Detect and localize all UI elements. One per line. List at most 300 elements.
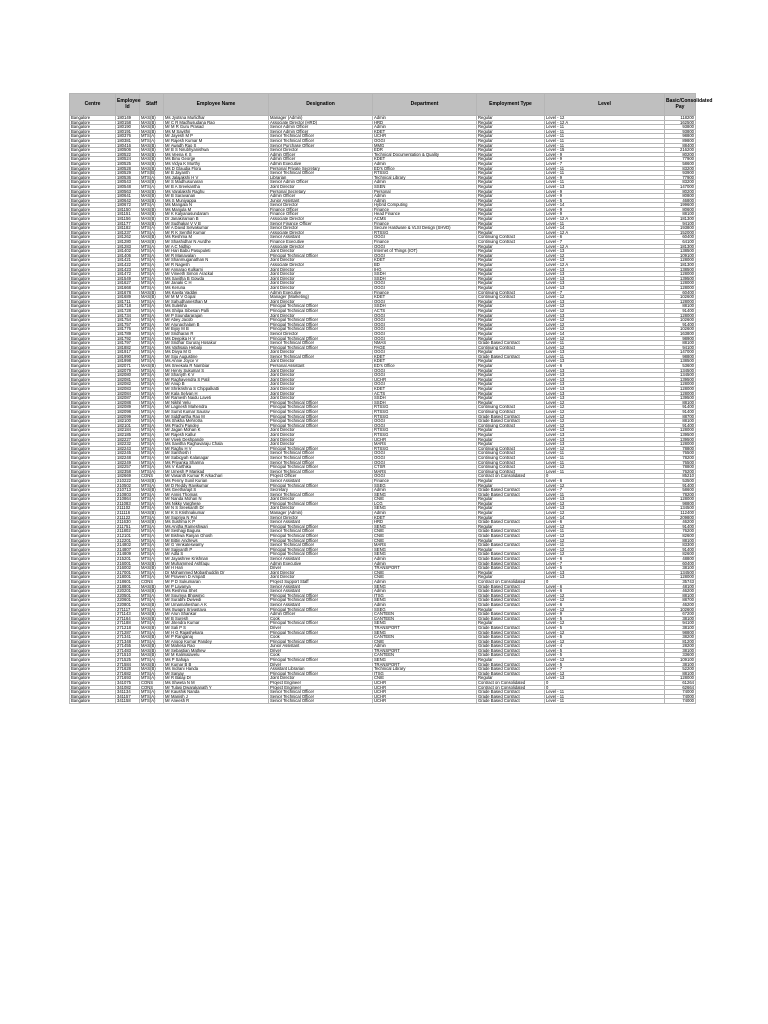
table-cell: Manager (Admin) xyxy=(269,511,373,516)
table-cell: Level - 5 xyxy=(545,616,665,621)
table-cell: Senior Director xyxy=(269,331,373,336)
table-cell: Principal Technical Officer xyxy=(269,607,373,612)
table-cell: 46200 xyxy=(665,602,696,607)
table-cell: Bangalore xyxy=(70,313,116,318)
table-cell: MTS(A) xyxy=(140,387,164,392)
table-cell: Regular xyxy=(477,203,545,208)
table-cell: OGGI xyxy=(373,419,477,424)
table-cell: UCHR xyxy=(373,437,477,442)
table-cell: MTS(A) xyxy=(140,515,164,520)
table-cell: 98800 xyxy=(665,354,696,359)
table-cell: Regular xyxy=(477,148,545,153)
table-cell: Project Engineer xyxy=(269,685,373,690)
table-cell: MAS(B) xyxy=(140,125,164,130)
table-cell: Bangalore xyxy=(70,295,116,300)
table-cell: MTS(A) xyxy=(140,465,164,470)
table-cell: Librarian xyxy=(269,175,373,180)
table-cell: Level - 12 xyxy=(545,423,665,428)
table-cell: Admin xyxy=(373,125,477,130)
table-cell: MTS(A) xyxy=(140,322,164,327)
table-cell: 78200 xyxy=(665,492,696,497)
table-cell: 181237 xyxy=(116,230,140,235)
table-cell: 220801 xyxy=(116,602,140,607)
table-cell: Regular xyxy=(477,272,545,277)
table-cell: 210222 xyxy=(116,478,140,483)
table-cell: Bangalore xyxy=(70,410,116,415)
table-cell: 128000 xyxy=(665,299,696,304)
table-cell: Finance Officer xyxy=(269,207,373,212)
table-cell: Grade Based Contract xyxy=(477,616,545,621)
table-cell: 181718 xyxy=(116,304,140,309)
table-cell: Level - 13 xyxy=(545,377,665,382)
table-cell: Joint Director xyxy=(269,350,373,355)
table-cell: Regular xyxy=(477,143,545,148)
table-cell: Regular xyxy=(477,304,545,309)
table-cell: 181627 xyxy=(116,281,140,286)
table-cell: 0 xyxy=(545,681,665,686)
table-cell: Level - 11 xyxy=(545,134,665,139)
table-cell: Continuing Contract xyxy=(477,451,545,456)
table-cell: Admin xyxy=(373,589,477,594)
table-cell: Personal Private Secretary xyxy=(269,166,373,171)
table-cell: 46200 xyxy=(665,589,696,594)
table-cell: Finance xyxy=(373,290,477,295)
table-cell: Mr P Soundararajan xyxy=(164,313,269,318)
table-cell: 83200 xyxy=(665,180,696,185)
table-cell: Level - 14 xyxy=(545,331,665,336)
table-cell: 77900 xyxy=(665,157,696,162)
table-cell: MTS(A) xyxy=(140,304,164,309)
table-cell: Mr Seshajji Bagura xyxy=(164,529,269,534)
table-cell: MTS(A) xyxy=(140,134,164,139)
table-cell: ED's Office xyxy=(373,364,477,369)
table-cell: MAS(B) xyxy=(140,667,164,672)
table-cell: Regular xyxy=(477,547,545,552)
table-cell: Grade Based Contract xyxy=(477,341,545,346)
table-cell: Level - 12 A xyxy=(545,230,665,235)
table-cell: 134500 xyxy=(665,570,696,575)
table-cell: ED's Office xyxy=(373,166,477,171)
table-cell: Regular xyxy=(477,364,545,369)
table-cell: MTS(A) xyxy=(140,396,164,401)
table-cell: 139500 xyxy=(665,276,696,281)
table-cell: UCHR xyxy=(373,694,477,699)
table-cell: CANTEEN xyxy=(373,653,477,658)
table-cell: 211751 xyxy=(116,524,140,529)
column-header: Level xyxy=(545,94,665,116)
table-cell: 128000 xyxy=(665,285,696,290)
table-cell: Level - 13 xyxy=(545,391,665,396)
table-cell: Regular xyxy=(477,478,545,483)
table-cell: 88100 xyxy=(665,538,696,543)
table-cell: Principal Technical Officer xyxy=(269,400,373,405)
table-cell: Regular xyxy=(477,212,545,217)
table-cell: 181177 xyxy=(116,221,140,226)
table-cell: Bangalore xyxy=(70,161,116,166)
table-cell: 78800 xyxy=(665,465,696,470)
table-cell: 46800 xyxy=(665,198,696,203)
table-cell: 38100 xyxy=(665,662,696,667)
table-cell: Mr Bittin Andrews xyxy=(164,538,269,543)
column-header: Employee Id xyxy=(116,94,140,116)
table-cell: Finance xyxy=(373,207,477,212)
table-cell: Cook xyxy=(269,653,373,658)
table-cell: 74000 xyxy=(665,699,696,704)
table-cell: 139500 xyxy=(665,396,696,401)
table-cell: Admin Officer xyxy=(269,612,373,617)
table-cell: Bangalore xyxy=(70,671,116,676)
table-cell: Regular xyxy=(477,263,545,268)
table-cell: Regular xyxy=(477,621,545,626)
table-cell: Level - 12 xyxy=(545,414,665,419)
table-cell: Principal Technical Officer xyxy=(269,423,373,428)
table-cell: Bangalore xyxy=(70,694,116,699)
table-cell: Joint Director xyxy=(269,437,373,442)
table-cell: 128000 xyxy=(665,387,696,392)
table-cell: 128000 xyxy=(665,428,696,433)
table-cell: Bangalore xyxy=(70,143,116,148)
table-cell: Joint Director xyxy=(269,432,373,437)
table-cell: Level - 11 xyxy=(545,699,665,704)
table-cell: Bangalore xyxy=(70,478,116,483)
table-cell: Senior Technical Officer xyxy=(269,354,373,359)
table-cell: 138500 xyxy=(665,249,696,254)
table-cell: 88100 xyxy=(665,304,696,309)
table-cell: 180376 xyxy=(116,134,140,139)
table-cell: OGGI xyxy=(373,235,477,240)
table-cell: Principal Technical Officer xyxy=(269,410,373,415)
table-cell: Level - 12 xyxy=(545,621,665,626)
table-cell: 76500 xyxy=(665,451,696,456)
table-cell: 182082 xyxy=(116,382,140,387)
table-cell: Mr Henry Sukumar S xyxy=(164,368,269,373)
table-cell: 211102 xyxy=(116,506,140,511)
table-cell: Level - 13 xyxy=(545,575,665,580)
table-cell: Level - 12 xyxy=(545,593,665,598)
table-cell: Regular xyxy=(477,184,545,189)
table-cell: 181668 xyxy=(116,285,140,290)
table-cell: Bangalore xyxy=(70,405,116,410)
table-cell: Grade Based Contract xyxy=(477,566,545,571)
table-cell: 181789 xyxy=(116,331,140,336)
table-cell: Principal Technical Officer xyxy=(269,671,373,676)
table-cell: Level - 12 xyxy=(545,552,665,557)
table-cell: Joint Director xyxy=(269,368,373,373)
table-cell: UCHR xyxy=(373,690,477,695)
table-cell: Bangalore xyxy=(70,373,116,378)
table-cell: Bangalore xyxy=(70,589,116,594)
table-cell: Grade Based Contract xyxy=(477,630,545,635)
table-cell: 182227 xyxy=(116,437,140,442)
table-cell: Bangalore xyxy=(70,488,116,493)
table-cell: Mr Shanmuganathan N xyxy=(164,258,269,263)
table-cell: Ms Jyotsna Murlidhar xyxy=(164,116,269,121)
table-cell: 182184 xyxy=(116,428,140,433)
table-cell: SSDH xyxy=(373,304,477,309)
table-cell: Bangalore xyxy=(70,290,116,295)
table-cell: Bangalore xyxy=(70,184,116,189)
table-cell: 181423 xyxy=(116,267,140,272)
table-cell: Bangalore xyxy=(70,552,116,557)
table-cell: 210713 xyxy=(116,488,140,493)
table-cell: MTS(A) xyxy=(140,621,164,626)
table-cell: Associate Director xyxy=(269,230,373,235)
table-cell: Ms Shikha Mehrotra xyxy=(164,419,269,424)
table-cell: Level - 13 xyxy=(545,497,665,502)
table-cell: Level - 11 xyxy=(545,129,665,134)
table-cell: Regular xyxy=(477,161,545,166)
table-cell: 139500 xyxy=(665,437,696,442)
table-cell: Grade Based Contract xyxy=(477,520,545,525)
table-cell: 38100 xyxy=(665,648,696,653)
table-cell: 82600 xyxy=(665,552,696,557)
table-cell: Mr Lagnesh Mahendra xyxy=(164,405,269,410)
sheet xyxy=(69,93,713,704)
table-cell: 64100 xyxy=(665,240,696,245)
table-cell: 180525 xyxy=(116,161,140,166)
table-cell: 182088 xyxy=(116,400,140,405)
column-header: Basic/Consolidated Pay xyxy=(665,94,696,116)
table-cell: Bangalore xyxy=(70,437,116,442)
table-cell: Level - 6 xyxy=(545,557,665,562)
table-cell: Joint Director xyxy=(269,506,373,511)
table-cell: Grade Based Contract xyxy=(477,534,545,539)
table-cell: Level - 12 A xyxy=(545,217,665,222)
table-cell: Regular xyxy=(477,258,545,263)
table-cell: Admin xyxy=(373,511,477,516)
table-cell: Senior Admin Officer xyxy=(269,125,373,130)
table-cell: Level - 11 xyxy=(545,171,665,176)
table-cell: CNIE xyxy=(373,570,477,575)
table-cell: 181754 xyxy=(116,318,140,323)
table-cell: OGGI xyxy=(373,285,477,290)
table-cell: KDET xyxy=(373,295,477,300)
table-cell: 182080 xyxy=(116,373,140,378)
table-cell: Level - 12 xyxy=(545,639,665,644)
table-cell: Mr Siju Augustine xyxy=(164,354,269,359)
table-cell: Principal Technical Officer xyxy=(269,336,373,341)
table-cell: 53600 xyxy=(665,364,696,369)
table-cell: Regular xyxy=(477,267,545,272)
table-cell: MTS(A) xyxy=(140,267,164,272)
table-cell: CONS xyxy=(140,685,164,690)
table-cell: Ms Annie Joyce V xyxy=(164,359,269,364)
table-cell: 102600 xyxy=(665,295,696,300)
table-cell: HRD xyxy=(373,520,477,525)
table-cell: Finance xyxy=(373,478,477,483)
table-cell: Bangalore xyxy=(70,244,116,249)
table-cell: Level - 12 xyxy=(545,534,665,539)
table-cell: Admin xyxy=(373,198,477,203)
table-cell: Bangalore xyxy=(70,607,116,612)
table-cell: Level - 11 xyxy=(545,543,665,548)
table-cell: OGGI xyxy=(373,382,477,387)
table-cell: Level - 12 xyxy=(545,501,665,506)
table-cell: Ms P Sahaja xyxy=(164,658,269,663)
table-cell: MTS(A) xyxy=(140,138,164,143)
table-cell: Mr Supriya N Pal xyxy=(164,515,269,520)
table-cell: Regular xyxy=(477,538,545,543)
table-cell: Assistant Librarian xyxy=(269,667,373,672)
table-cell: MAS(B) xyxy=(140,662,164,667)
table-cell: 98800 xyxy=(665,501,696,506)
table-cell: 180642 xyxy=(116,198,140,203)
table-cell: Principal Technical Officer xyxy=(269,621,373,626)
table-cell: LCG xyxy=(373,501,477,506)
table-cell: 181917 xyxy=(116,350,140,355)
table-cell: 180543 xyxy=(116,180,140,185)
table-cell: Regular xyxy=(477,152,545,157)
table-cell: Senior Technical Officer xyxy=(269,699,373,704)
table-cell: Mr C R Madhusudana Rao xyxy=(164,120,269,125)
table-cell: 181156 xyxy=(116,217,140,222)
table-cell: MTS(A) xyxy=(140,341,164,346)
table-cell: Contract on Consolidated xyxy=(477,474,545,479)
table-cell: Grade Based Contract xyxy=(477,612,545,617)
table-cell: Grade Based Contract xyxy=(477,639,545,644)
table-cell: Level - 13 xyxy=(545,272,665,277)
table-cell: MAS(B) xyxy=(140,653,164,658)
table-cell: Bangalore xyxy=(70,318,116,323)
table-cell: MTS(A) xyxy=(140,492,164,497)
table-cell: Regular xyxy=(477,281,545,286)
table-cell: Mr Abey Jacob xyxy=(164,318,269,323)
table-cell: Mr Shanyth K V xyxy=(164,373,269,378)
table-cell: 52200 xyxy=(665,667,696,672)
table-cell: KDET xyxy=(373,359,477,364)
table-cell: Bangalore xyxy=(70,690,116,695)
table-cell: 193800 xyxy=(665,226,696,231)
table-cell: 91400 xyxy=(665,410,696,415)
table-cell: OGGI xyxy=(373,253,477,258)
table-cell: MTS(A) xyxy=(140,405,164,410)
table-cell: Ms Kavita Vaddei xyxy=(164,290,269,295)
table-cell: Bangalore xyxy=(70,203,116,208)
table-cell: 62664 xyxy=(665,685,696,690)
table-cell: Mr N S Sreekanth Dr xyxy=(164,506,269,511)
table-cell: Bangalore xyxy=(70,322,116,327)
table-cell: Grade Based Contract xyxy=(477,667,545,672)
table-cell: Internet of Things (IOT) xyxy=(373,249,477,254)
table-cell: Bangalore xyxy=(70,474,116,479)
table-cell: KDET xyxy=(373,354,477,359)
table-cell: Regular xyxy=(477,428,545,433)
table-cell: Level - 13 xyxy=(545,432,665,437)
table-cell: MTS(A) xyxy=(140,313,164,318)
table-cell: Bangalore xyxy=(70,639,116,644)
table-cell: Senior Technical Officer xyxy=(269,469,373,474)
table-cell: 76200 xyxy=(665,469,696,474)
table-cell: Mr Anoop Kumar Pandey xyxy=(164,639,269,644)
table-cell: Regular xyxy=(477,676,545,681)
table-cell: Mr P Lavanya xyxy=(164,584,269,589)
table-cell: 94100 xyxy=(665,221,696,226)
table-cell: Bangalore xyxy=(70,460,116,465)
table-cell: Admin xyxy=(373,488,477,493)
table-cell: Level - 11 xyxy=(545,460,665,465)
table-cell: 0 xyxy=(545,474,665,479)
table-cell: Grade Based Contract xyxy=(477,653,545,658)
table-cell: Senior Purchase Officer xyxy=(269,143,373,148)
table-cell: Ms Sushma K P xyxy=(164,520,269,525)
table-cell: 271628 xyxy=(116,667,140,672)
table-cell: 181678 xyxy=(116,290,140,295)
table-cell: CNIE xyxy=(373,639,477,644)
table-cell: SENG xyxy=(373,658,477,663)
table-cell: Level - 6 xyxy=(545,584,665,589)
table-cell: Bangalore xyxy=(70,258,116,263)
table-cell: 181422 xyxy=(116,263,140,268)
table-cell: MTS(A) xyxy=(140,258,164,263)
column-header: Staff xyxy=(140,94,164,116)
table-cell: Grade Based Contract xyxy=(477,635,545,640)
table-cell: Regular xyxy=(477,134,545,139)
table-cell: Admin Officer xyxy=(269,157,373,162)
table-cell: Bangalore xyxy=(70,175,116,180)
table-cell: Bangalore xyxy=(70,207,116,212)
table-cell: Mr Sridhar Gururaj Hosakur xyxy=(164,341,269,346)
table-cell: Ms V Karthika xyxy=(164,465,269,470)
table-cell: Ms Geetharajit S xyxy=(164,488,269,493)
table-cell: Mr Umesh P Mankad xyxy=(164,469,269,474)
table-cell: SSDH xyxy=(373,276,477,281)
table-cell: 180524 xyxy=(116,157,140,162)
table-cell: Senior Technical Officer xyxy=(269,694,373,699)
table-cell: Ms M Savithri xyxy=(164,129,269,134)
table-cell: Level - 5 xyxy=(545,625,665,630)
table-cell: 182358 xyxy=(116,469,140,474)
table-cell: Regular xyxy=(477,198,545,203)
table-cell: Mr Hari Babu Pasupuleti xyxy=(164,249,269,254)
table-cell: Regular xyxy=(477,120,545,125)
table-cell: Level - 12 xyxy=(545,410,665,415)
table-cell: 46200 xyxy=(665,520,696,525)
table-cell: Admin Officer xyxy=(269,152,373,157)
table-cell: Bangalore xyxy=(70,249,116,254)
table-cell: RTSSG xyxy=(373,405,477,410)
table-cell: 181300 xyxy=(665,217,696,222)
table-cell: 112400 xyxy=(665,511,696,516)
table-cell: 182071 xyxy=(116,364,140,369)
table-cell: Regular xyxy=(477,373,545,378)
table-cell: 271117 xyxy=(116,607,140,612)
table-cell: Regular xyxy=(477,138,545,143)
table-cell: Ms Sreekala R Nambiar xyxy=(164,364,269,369)
table-cell: Bangalore xyxy=(70,534,116,539)
table-cell: Admin Executive xyxy=(269,290,373,295)
table-cell: Principal Technical Officer xyxy=(269,318,373,323)
table-cell: 180149 xyxy=(116,116,140,121)
table-cell: 181402 xyxy=(116,249,140,254)
table-cell: Level - 15 xyxy=(545,148,665,153)
table-cell: Grade Based Contract xyxy=(477,414,545,419)
table-cell: 88100 xyxy=(665,671,696,676)
table-cell: 0 xyxy=(545,685,665,690)
table-cell: Regular xyxy=(477,400,545,405)
table-cell: Regular xyxy=(477,336,545,341)
table-cell: 181711 xyxy=(116,299,140,304)
table-cell: 38200 xyxy=(665,635,696,640)
table-cell: Ms Anitha Rameshwari xyxy=(164,524,269,529)
table-cell: MTS(A) xyxy=(140,354,164,359)
table-cell: Level - 7 xyxy=(545,667,665,672)
table-cell: MTS(A) xyxy=(140,226,164,231)
table-cell: Regular xyxy=(477,276,545,281)
table-cell: Bangalore xyxy=(70,240,116,245)
table-cell: Admin Officer xyxy=(269,194,373,199)
table-cell: Mr Vivek Deshpande xyxy=(164,437,269,442)
table-cell: Joint Director xyxy=(269,382,373,387)
